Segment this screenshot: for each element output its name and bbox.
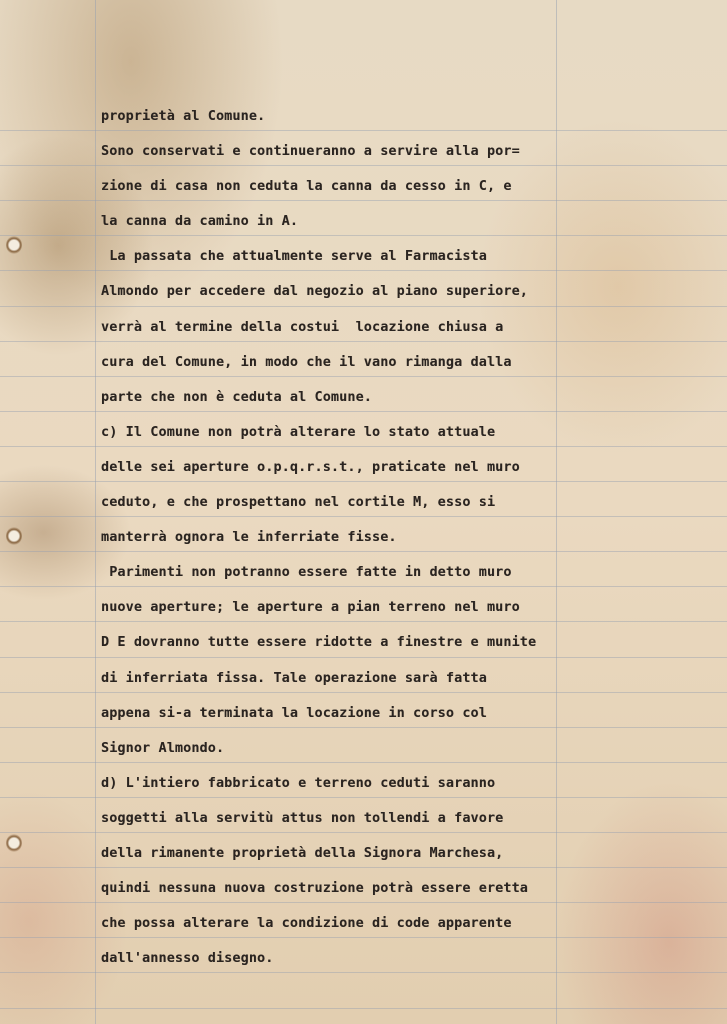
text-line: nuove aperture; le aperture a pian terreno nel muro [101,600,520,616]
text-line: dall'annesso disegno. [101,951,274,967]
text-line: Sono conservati e continueranno a servire alla por= [101,144,520,160]
text-line: proprietà al Comune. [101,109,266,124]
text-line: quindi nessuna nuova costruzione potrà essere eretta [101,881,529,897]
text-line: verrà al termine della costui locazione chiusa a [101,319,504,335]
text-line: c) Il Comune non potrà alterare lo stato attuale [101,424,496,440]
left-margin-rule [95,0,96,1024]
punch-hole-middle [6,527,22,545]
text-line: D E dovranno tutte essere ridotte a finestre e munite [101,635,537,651]
typed-text-body [101,104,601,981]
text-line: appena si-a terminata la locazione in corso col [101,705,487,721]
text-line: della rimanente proprietà della Signora Marchesa, [101,845,504,861]
text-line: zione di casa non ceduta la canna da cesso in C, e [101,179,512,195]
text-line: Signor Almondo. [101,740,225,756]
text-line: che possa alterare la condizione di code apparente [101,916,512,932]
punch-hole-top [6,236,22,254]
text-line: parte che non è ceduta al Comune. [101,389,372,405]
text-line: d) L'intiero fabbricato e terreno ceduti saranno [101,775,496,791]
text-line: soggetti alla servitù attus non tollendi a favore [101,810,504,826]
text-line: manterrà ognora le inferriate fisse. [101,530,397,546]
text-line: ceduto, e che prospettano nel cortile M, esso si [101,495,496,511]
punch-hole-bottom [6,834,22,852]
text-line: la canna da camino in A. [101,214,299,230]
text-line: delle sei aperture o.p.q.r.s.t., praticate nel muro [101,459,520,475]
text-line: Almondo per accedere dal negozio al piano superiore, [101,284,529,300]
text-line: La passata che attualmente serve al Farmacista [101,249,487,265]
text-line: cura del Comune, in modo che il vano rimanga dalla [101,354,512,370]
text-line: di inferriata fissa. Tale operazione sarà fatta [101,670,487,686]
ruled-line [0,1008,727,1009]
text-line: Parimenti non potranno essere fatte in detto muro [101,565,512,581]
